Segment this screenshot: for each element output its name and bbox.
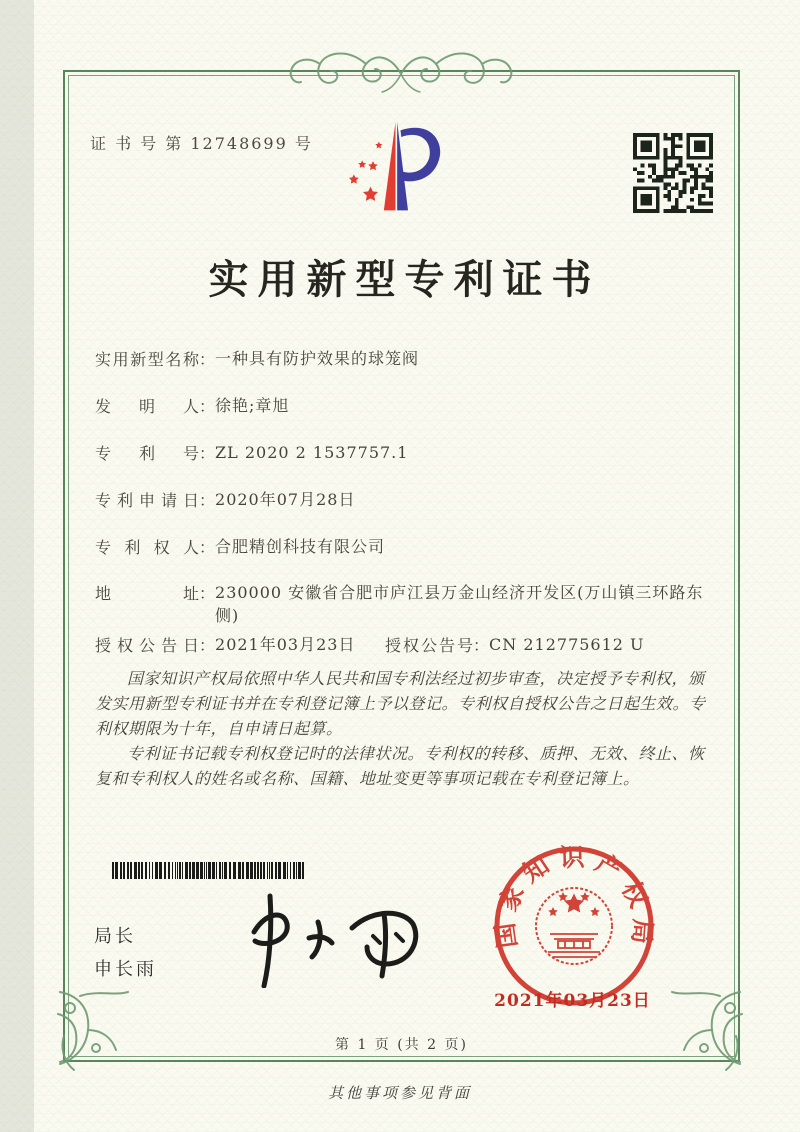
field-value: 合肥精创科技有限公司 [215, 537, 386, 556]
field-colon: ： [199, 397, 216, 416]
legal-text [95, 666, 711, 791]
top-floral-ornament-icon [286, 44, 516, 98]
signatory-name: 申长雨 [94, 959, 157, 980]
field-colon: ： [199, 636, 216, 655]
page-indicator: 第 1 页 (共 2 页) [335, 1037, 468, 1053]
field-colon: ： [473, 636, 490, 655]
qr-code [632, 133, 714, 213]
field-value: 一种具有防护效果的球笼阀 [215, 349, 420, 368]
signatory-title: 局长 [94, 926, 136, 947]
field-value: 2021年03月23日 [215, 635, 356, 654]
legal-paragraph-1: 国家知识产权局依照中华人民共和国专利法经过初步审查，决定授予专利权，颁发实用新型专利证书并在专利登记簿上予以登记。专利权自授权公告之日起生效。专利权期限为十年，自申请日起算。 [95, 669, 706, 738]
barcode [112, 862, 308, 879]
corner-ornament-right-icon [662, 986, 754, 1078]
field-label: 专利号 [95, 444, 199, 463]
field-row-patentee [95, 535, 725, 558]
field-colon: ： [199, 491, 216, 510]
legal-paragraph-2: 专利证书记载专利权登记时的法律状况。专利权的转移、质押、无效、终止、恢复和专利权人的姓名或名称、国籍、地址变更等事项记载在专利登记簿上。 [95, 744, 705, 788]
field-value: 230000 安徽省合肥市庐江县万金山经济开发区(万山镇三环路东侧) [215, 583, 704, 625]
back-side-note: 其他事项参见背面 [327, 1084, 472, 1102]
field-colon: ： [199, 584, 216, 603]
field-label: 专利权人 [95, 538, 199, 557]
certificate-title: 实用新型专利证书 [208, 256, 601, 303]
field-row-utility-name [95, 347, 725, 370]
field-value: 2020年07月28日 [215, 490, 356, 509]
field-label: 专利申请日 [95, 491, 199, 510]
field-label: 实用新型名称 [95, 350, 199, 369]
director-signature [226, 886, 432, 988]
field-value: ZL 2020 2 1537757.1 [215, 443, 409, 462]
field-label: 地址 [95, 584, 199, 603]
field-label: 授权公告号 [385, 636, 473, 655]
seal-ring-text: 国家知识产权局 [490, 842, 658, 950]
field-label: 发明人 [95, 397, 199, 416]
field-grant-number [385, 633, 645, 656]
certificate-number: 证 书 号 第 12748699 号 [90, 134, 313, 153]
field-colon: ： [199, 350, 216, 369]
field-row-address [95, 581, 725, 627]
field-value: 徐艳;章旭 [215, 396, 290, 415]
seal-date: 2021年03月23日 [494, 991, 651, 1011]
field-row-filing-date [95, 488, 725, 511]
field-row-patent-number [95, 441, 725, 464]
cnipa-logo-icon [348, 116, 448, 218]
corner-ornament-left-icon [46, 986, 138, 1078]
field-colon: ： [199, 444, 216, 463]
field-row-inventor [95, 394, 725, 417]
field-label: 授权公告日 [95, 636, 199, 655]
field-row-grant [95, 633, 725, 656]
field-colon: ： [199, 538, 216, 557]
field-value: CN 212775612 U [489, 635, 645, 654]
official-seal [490, 842, 658, 1010]
national-emblem-icon [536, 888, 612, 964]
